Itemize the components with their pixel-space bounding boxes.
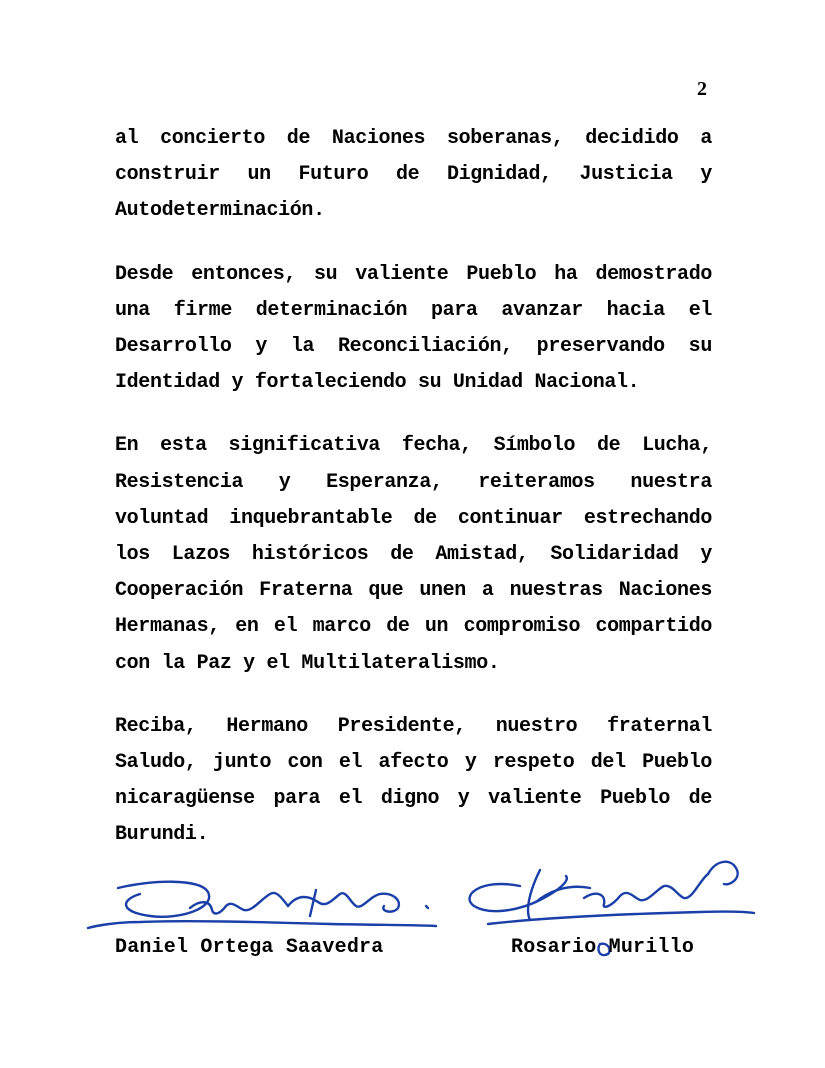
- signature-left-ink: [88, 882, 436, 928]
- signature-block: [0, 850, 825, 980]
- paragraph-2: Desde entonces, su valiente Pueblo ha demostrado una firme determinación para avanzar hacia el Desarrollo y la Reconciliación, preservando su Identidad y fortaleciendo su Unidad Nacional.: [115, 262, 712, 395]
- signer-name-right: Rosario Murillo: [511, 936, 695, 959]
- signature-ink: [0, 850, 825, 980]
- page-number: 2: [697, 78, 707, 100]
- signer-name-left: Daniel Ortega Saavedra: [115, 936, 384, 959]
- paragraph-3: En esta significativa fecha, Símbolo de Lucha, Resistencia y Esperanza, reiteramos nuestra voluntad inquebrantable de continuar estrechando los Lazos históricos de Amistad, Solidaridad y Cooperación Fraterna que unen a nuestras Naciones Hermanas, en el marco de un compromiso compartido con la Paz y el Multilateralismo.: [115, 434, 712, 675]
- paragraph-1: al concierto de Naciones soberanas, decidido a construir un Futuro de Dignidad, Justicia y Autodeterminación.: [115, 127, 712, 223]
- paragraph-4: Reciba, Hermano Presidente, nuestro fraternal Saludo, junto con el afecto y respeto del Pueblo nicaragüense para el digno y valiente Pueblo de Burundi.: [115, 714, 712, 847]
- letter-body: [115, 121, 712, 881]
